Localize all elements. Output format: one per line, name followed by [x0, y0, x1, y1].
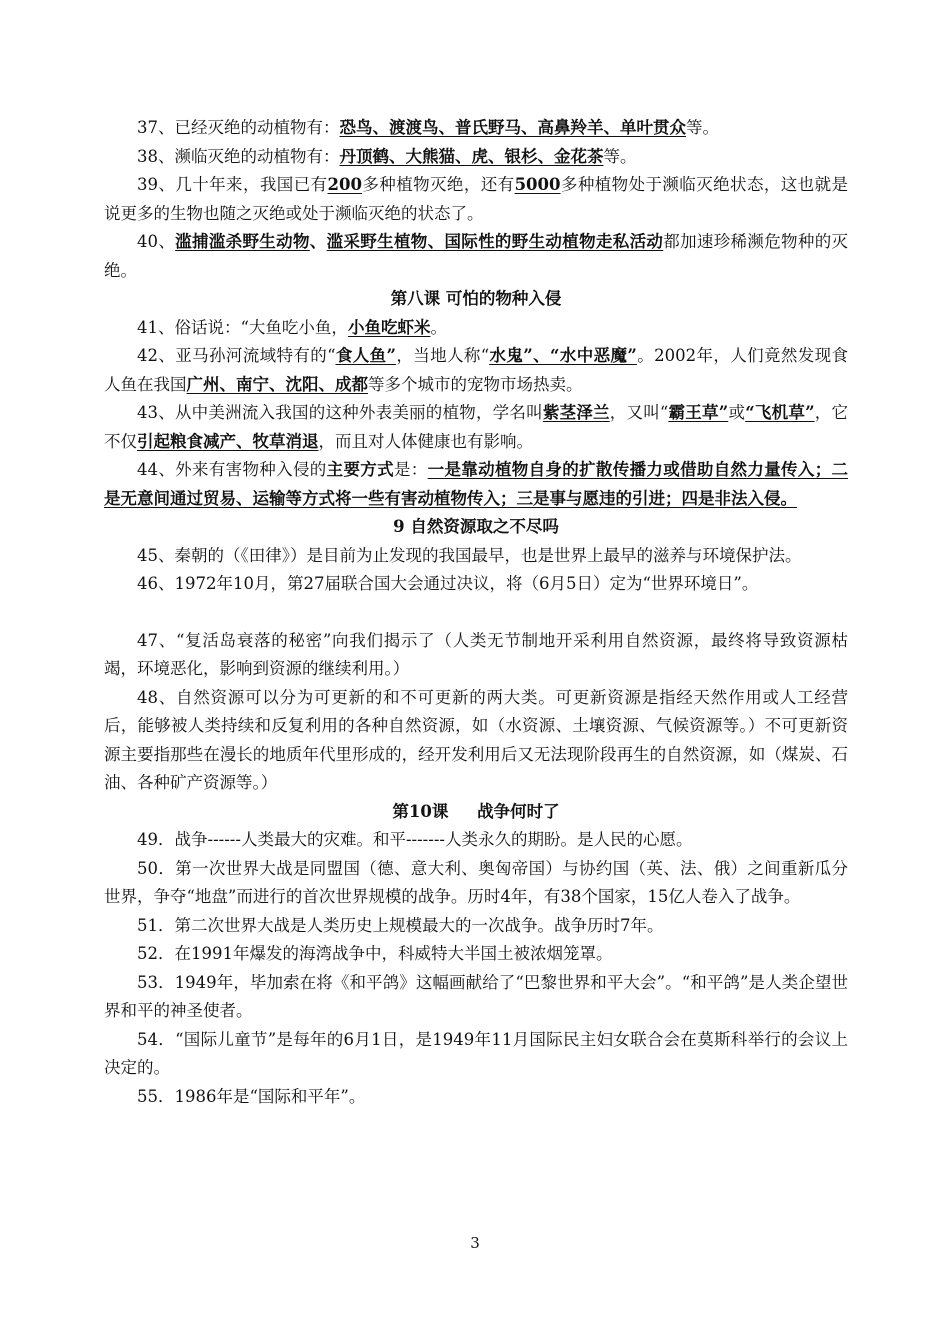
item-38-tail: 等。: [603, 146, 637, 166]
item-40-tail: 都加速珍稀濒危物种的灭绝。: [104, 232, 849, 280]
blank-line: [104, 599, 848, 627]
item-42-text: 42、亚马孙河流域特有的“: [137, 346, 336, 365]
item-43-text-4: ，它不仅: [104, 403, 849, 451]
item-42-answer-1: 食人鱼”: [335, 346, 397, 365]
item-43-text-2: ，又叫“: [609, 403, 669, 422]
item-38: [104, 143, 848, 172]
item-42-answer-2: 水鬼”、“水中恶魔”: [489, 346, 637, 365]
item-41-tail: 。: [430, 317, 447, 337]
item-40-answer-2: 滥采野生植物、国际性的野生动植物走私活动: [326, 232, 664, 251]
item-42-answer-3: 广州、南宁、沈阳、成都: [186, 374, 368, 394]
item-39-text: 39、几十年来，我国已有: [137, 175, 328, 194]
item-55: 55．1986年是“国际和平年”。: [137, 1086, 366, 1106]
item-42: [104, 342, 848, 399]
item-43-text: 43、从中美洲流入我国的这种外表美丽的植物，学名叫: [137, 403, 543, 422]
item-44: [104, 456, 848, 513]
item-51: 51．第二次世界大战是人类历史上规模最大的一次战争。战争历时7年。: [137, 915, 664, 935]
item-39-tail: 多种植物处于濒临灭绝状态，这也就是说更多的生物也随之灭绝或处于濒临灭绝的状态了。: [104, 175, 848, 223]
item-43-tail: ，而且对人体健康也有影响。: [318, 431, 533, 451]
item-41-text: 41、俗话说：“大鱼吃小鱼，: [137, 317, 348, 337]
item-44-text-2: 是：: [393, 460, 428, 479]
item-44-keyword: 主要方式: [326, 460, 394, 479]
lesson-8-heading: 第八课 可怕的物种入侵: [390, 289, 562, 308]
item-40-sep: 、: [309, 232, 327, 251]
item-47: 47、“复活岛衰落的秘密”向我们揭示了（人类无节制地开采利用自然资源，最终将导致资源枯竭，环境恶化，影响到资源的继续利用。）: [104, 630, 848, 678]
item-40: [104, 228, 848, 285]
item-45: 45、秦朝的（《田律》）是目前为止发现的我国最早，也是世界上最早的滋养与环境保护法。: [137, 545, 802, 565]
item-38-text: 38、濒临灭绝的动植物有：: [137, 146, 340, 166]
item-43-answer-2: 霸王草”: [668, 403, 729, 422]
item-42-tail: 等多个城市的宠物市场热卖。: [368, 374, 583, 394]
item-40-answer-1: 滥捕滥杀野生动物: [175, 232, 310, 251]
item-38-answer: 丹顶鹤、大熊猫、虎、银杉、金花茶: [339, 146, 604, 166]
item-39-answer-1: 200: [327, 175, 362, 194]
page-number: 3: [470, 1234, 480, 1252]
item-41: [104, 314, 848, 343]
item-39: [104, 171, 848, 228]
lesson-10-heading: 第10课 战争何时了: [392, 801, 560, 821]
item-43-text-3: 或: [728, 403, 746, 422]
item-42-text-2: ，当地人称“: [396, 346, 490, 365]
item-43-answer-3: “飞机草”: [745, 403, 815, 422]
item-37-text: 37、已经灭绝的动植物有：: [137, 118, 340, 137]
item-50: 50．第一次世界大战是同盟国（德、意大利、奥匈帝国）与协约国（英、法、俄）之间重新瓜分世界，争夺“地盘”而进行的首次世界规模的战争。历时4年，有38个国家，15亿人卷入了战争。: [104, 858, 848, 906]
item-41-answer: 小鱼吃虾米: [347, 317, 431, 337]
item-48: 48、自然资源可以分为可更新的和不可更新的两大类。可更新资源是指经天然作用或人工经营后，能够被人类持续和反复利用的各种自然资源，如（水资源、土壤资源、气候资源等。）不可更新资源主要指那些在漫长的地质年代里形成的，经开发利用后又无法现阶段再生的自然资源，如（煤炭、石油、各种矿产资源等。）: [104, 687, 848, 792]
item-37-tail: 等。: [686, 118, 719, 137]
item-37: [104, 114, 848, 143]
item-54: 54．“国际儿童节”是每年的6月1日，是1949年11月国际民主妇女联合会在莫斯科举行的会议上决定的。: [104, 1029, 848, 1077]
item-39-answer-2: 5000: [514, 175, 561, 194]
item-42-text-3: 。2002年，人们竟然发现食人鱼在我国: [104, 346, 848, 394]
lesson-9-heading: 9 自然资源取之不尽吗: [393, 517, 559, 536]
item-44-answer: 一是靠动植物自身的扩散传播力或借助自然力量传入；二是无意间通过贸易、运输等方式将一些有害动植物传入；三是事与愿违的引进；四是非法入侵。: [104, 460, 849, 508]
item-43: [104, 399, 848, 456]
item-39-text-2: 多种植物灭绝，还有: [361, 175, 515, 194]
item-37-answer: 恐鸟、渡渡鸟、普氏野马、高鼻羚羊、单叶贯众: [339, 118, 686, 137]
item-43-answer-4: 引起粮食减产、牧草消退: [137, 431, 319, 451]
item-53: 53．1949年，毕加索在将《和平鸽》这幅画献给了“巴黎世界和平大会”。“和平鸽”是人类企望世界和平的神圣使者。: [104, 972, 848, 1020]
item-49: 49．战争------人类最大的灾难。和平-------人类永久的期盼。是人民的心愿。: [137, 830, 693, 849]
item-40-text: 40、: [137, 232, 176, 251]
page-content: [104, 114, 848, 1111]
item-46: 46、1972年10月，第27届联合国大会通过决议，将（6月5日）定为“世界环境日”。: [137, 574, 759, 593]
item-43-answer-1: 紫茎泽兰: [542, 403, 610, 422]
item-52: 52．在1991年爆发的海湾战争中，科威特大半国土被浓烟笼罩。: [137, 944, 613, 963]
item-44-text: 44、外来有害物种入侵的: [137, 460, 327, 479]
